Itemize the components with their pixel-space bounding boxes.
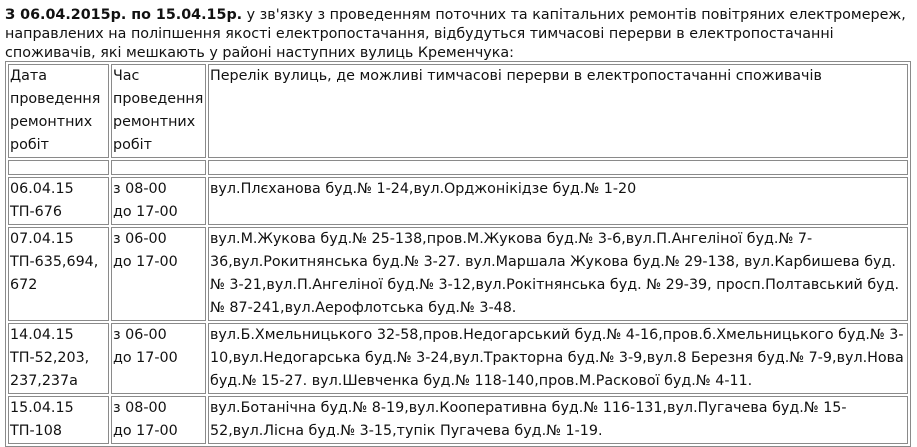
row-streets-cell [208, 396, 908, 444]
row-streets: вул.Б.Хмельницького 32-58,пров.Недогарський буд.№ 4-16,пров.б.Хмельницького буд.№ 3-10,вул.Недогарська буд.№ 3-24,вул.Тракторна буд.№ 3-9,вул.8 Березня буд.№ 7-9,вул.Нова буд.№ 15-27. вул.Шевченка буд.№ 118-140,пров.М.Раскової буд.№ 4-11. [210, 327, 904, 389]
header-streets-label: Перелік вулиць, де можливі тимчасові перерви в електропостачанні споживачів [210, 68, 822, 84]
row-time-to: до 17-00 [113, 204, 178, 220]
header-date-line: ремонтних [10, 114, 93, 130]
table-row [8, 323, 908, 394]
header-date-line: робіт [10, 137, 49, 153]
header-date-line: проведення [10, 91, 101, 107]
header-date-line: Дата [10, 68, 48, 84]
header-time-line: проведення [113, 91, 204, 107]
header-time-line: Час [113, 68, 140, 84]
row-streets-cell [208, 323, 908, 394]
row-date-cell [8, 227, 109, 321]
row-time-from: з 06-00 [113, 327, 167, 343]
intro-date-range: З 06.04.2015р. по 15.04.15р. [5, 7, 243, 23]
header-time-line: робіт [113, 137, 152, 153]
row-time-cell [111, 227, 206, 321]
row-date: 14.04.15 [10, 327, 74, 343]
intro-paragraph [5, 6, 910, 63]
header-time-line: ремонтних [113, 114, 196, 130]
row-streets: вул.Плєханова буд.№ 1-24,вул.Орджонікідзе буд.№ 1-20 [210, 181, 637, 197]
outage-schedule-table [5, 61, 911, 447]
spacer-cell [8, 160, 109, 175]
row-time-cell [111, 396, 206, 444]
row-streets: вул.Ботанічна буд.№ 8-19,вул.Кооперативна буд.№ 116-131,вул.Пугачева буд.№ 15-52,вул.Лісна буд.№ 3-15,тупік Пугачева буд.№ 1-19. [210, 400, 847, 439]
row-streets-cell [208, 177, 908, 225]
table-spacer-row [8, 160, 908, 175]
header-time [111, 64, 206, 158]
row-date-cell [8, 323, 109, 394]
row-time-cell [111, 323, 206, 394]
intro-text: у зв'язку з проведенням поточних та капітальних ремонтів повітряних електромереж, направлених на поліпшення якості електропостачання, відбудуться тимчасові перерви в електропостачанні споживачів, які мешкають у районі наступних вулиць Кременчука: [5, 7, 906, 61]
table-row [8, 227, 908, 321]
row-time-from: з 08-00 [113, 400, 167, 416]
row-date: 15.04.15 [10, 400, 74, 416]
row-time-to: до 17-00 [113, 423, 178, 439]
row-date-cell [8, 177, 109, 225]
table-row [8, 396, 908, 444]
header-streets [208, 64, 908, 158]
row-substation: ТП-52,203, [10, 350, 90, 366]
row-time-to: до 17-00 [113, 254, 178, 270]
row-date-cell [8, 396, 109, 444]
row-substation: ТП-635,694, [10, 254, 99, 270]
row-time-from: з 08-00 [113, 181, 167, 197]
row-substation: ТП-676 [10, 204, 62, 220]
row-substation: 672 [10, 277, 38, 293]
row-date: 06.04.15 [10, 181, 74, 197]
row-streets-cell [208, 227, 908, 321]
table-header-row [8, 64, 908, 158]
row-time-from: з 06-00 [113, 231, 167, 247]
table-row [8, 177, 908, 225]
header-date [8, 64, 109, 158]
row-substation: ТП-108 [10, 423, 62, 439]
row-streets: вул.М.Жукова буд.№ 25-138,пров.М.Жукова буд.№ 3-6,вул.П.Ангеліної буд.№ 7-36,вул.Рокитнянська буд.№ 3-27. вул.Маршала Жукова буд.№ 29-138, вул.Карбишева буд.№ 3-21,вул.П.Ангеліної буд.№ 3-12,вул.Рокітнянська буд. № 29-39, просп.Полтавський буд.№ 87-241,вул.Аерофлотська буд.№ 3-48. [210, 231, 900, 316]
row-substation: 237,237а [10, 373, 78, 389]
spacer-cell [208, 160, 908, 175]
row-time-cell [111, 177, 206, 225]
row-date: 07.04.15 [10, 231, 74, 247]
spacer-cell [111, 160, 206, 175]
row-time-to: до 17-00 [113, 350, 178, 366]
